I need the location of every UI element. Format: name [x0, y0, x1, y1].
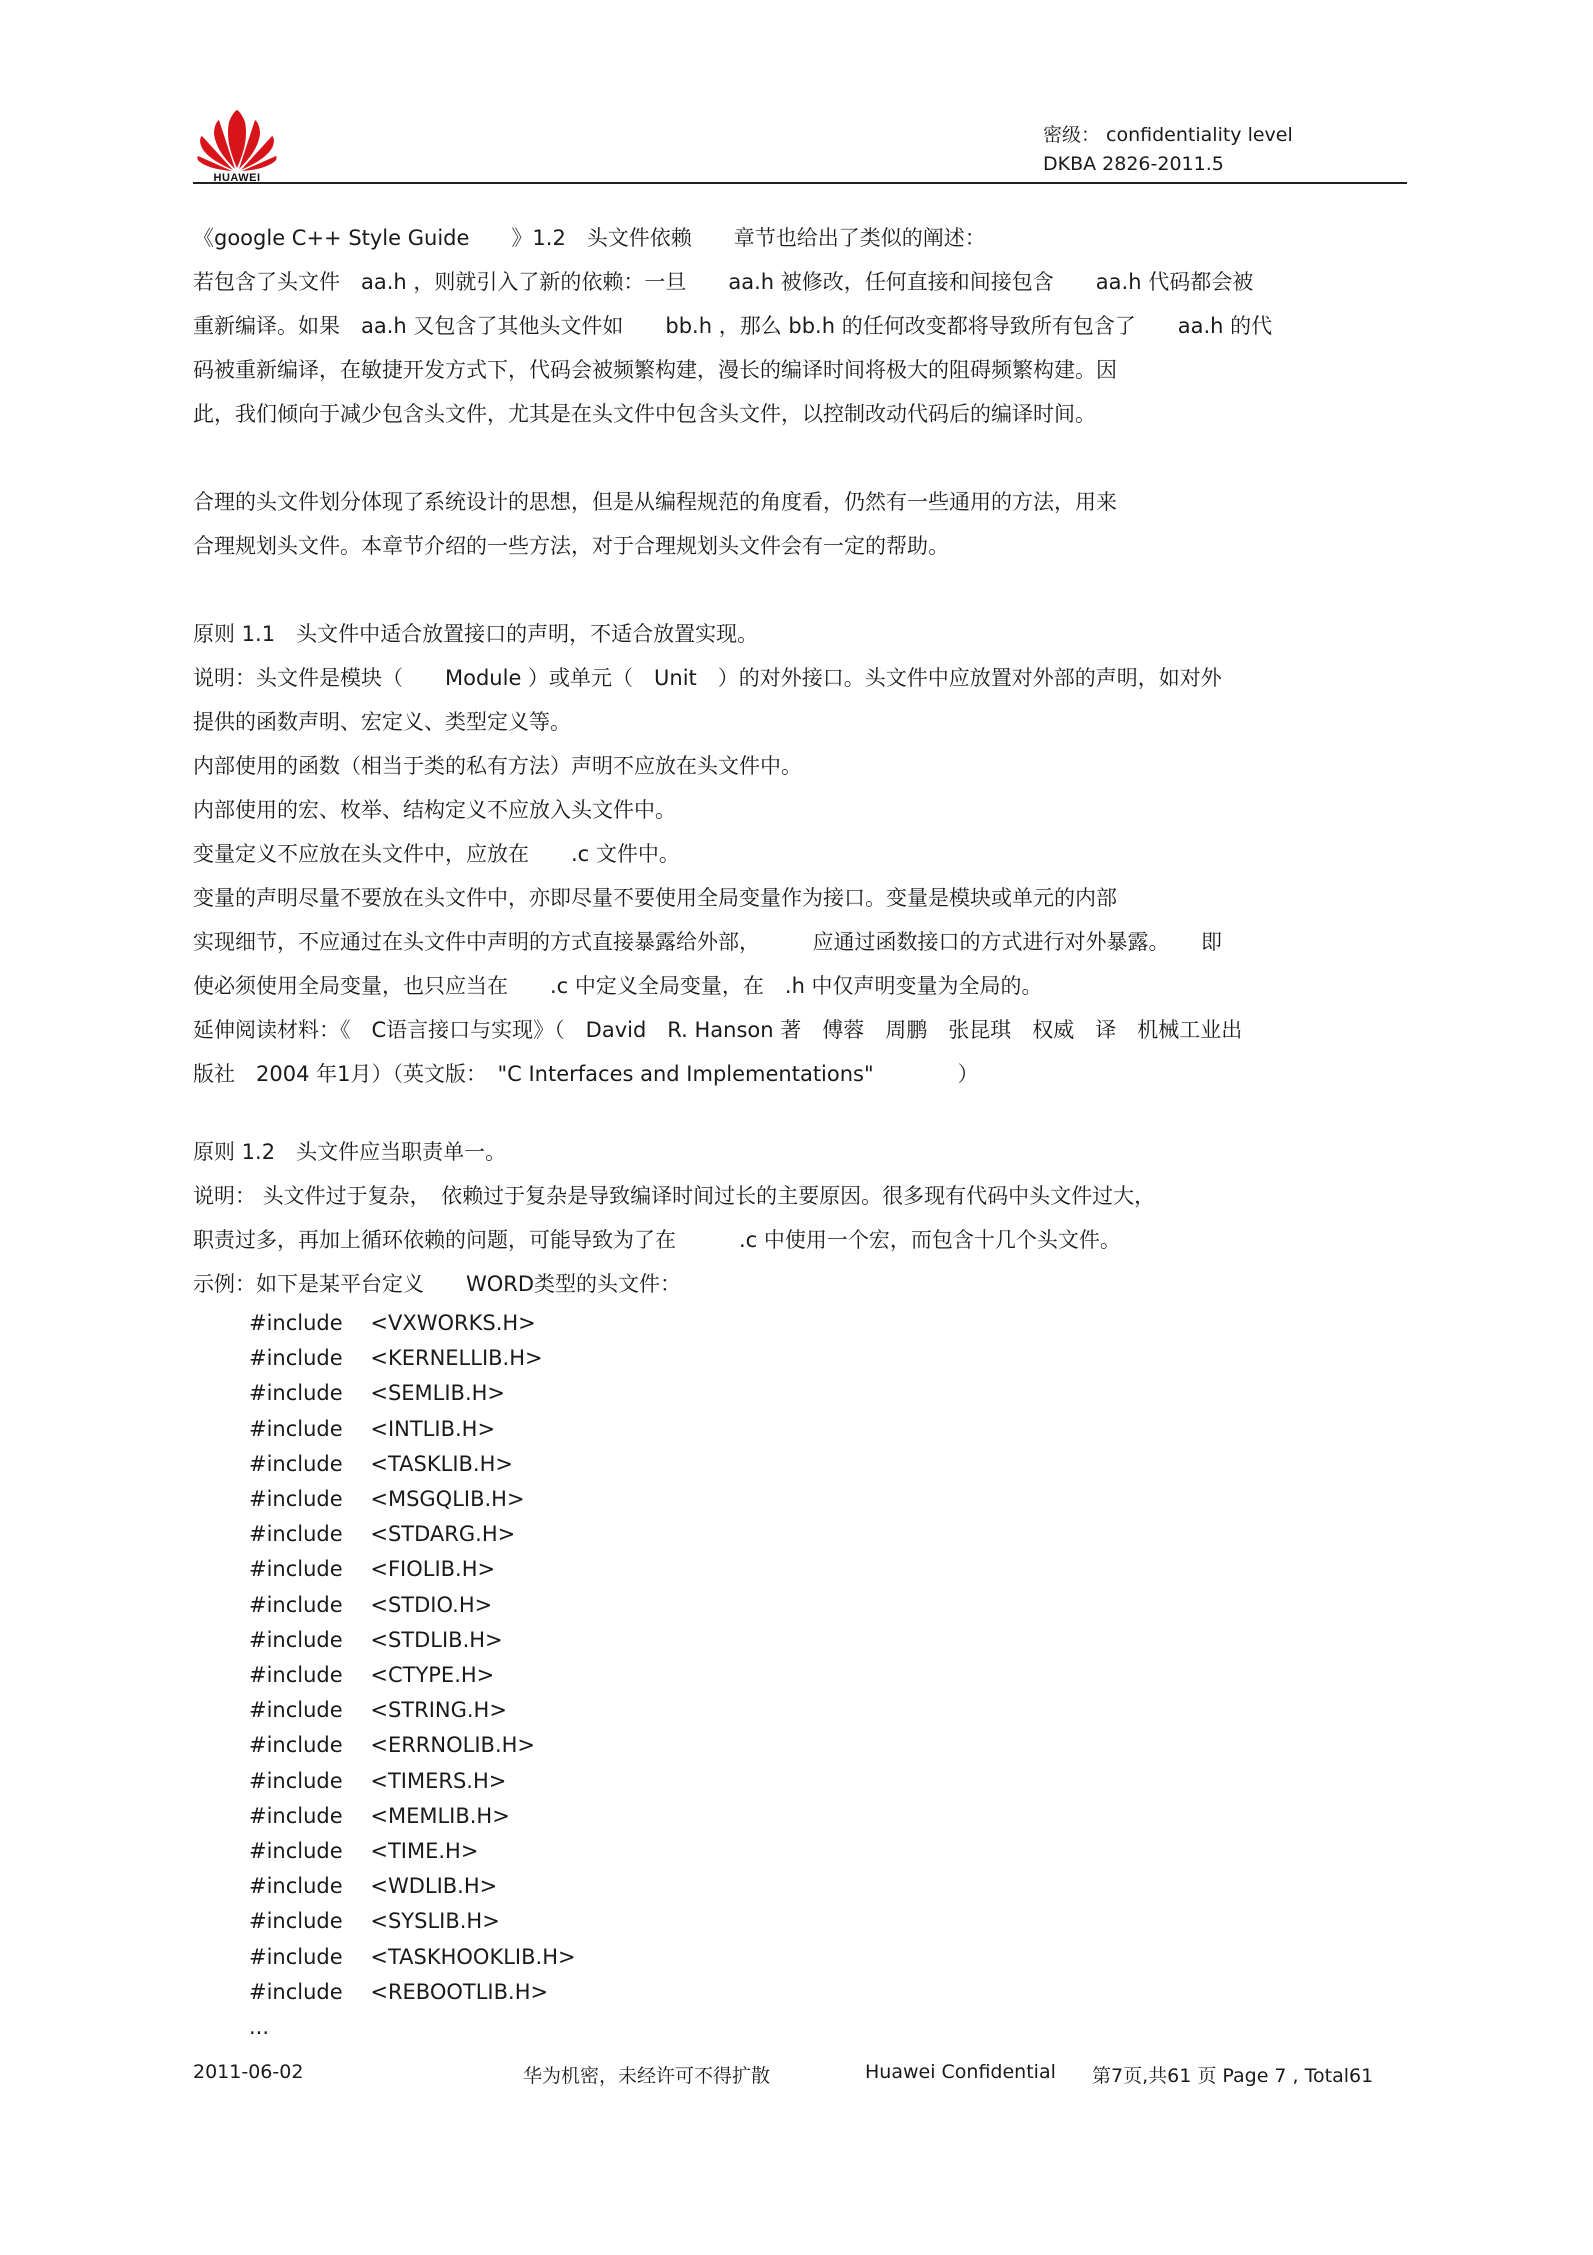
document-id: DKBA 2826-2011.5	[1043, 153, 1224, 175]
paragraph-line: 变量的声明尽量不要放在头文件中，亦即尽量不要使用全局变量作为接口。变量是模块或单元的内部	[193, 886, 1117, 910]
code-line: #include <STDIO.H>	[249, 1592, 493, 1617]
code-line: #include <MSGQLIB.H>	[249, 1487, 525, 1512]
code-line: #include <CTYPE.H>	[249, 1663, 495, 1688]
paragraph-line: 职责过多，再加上循环依赖的问题，可能导致为了在 .c 中使用一个宏，而包含十几个头文件。	[193, 1228, 1121, 1252]
paragraph-line: 重新编译。如果 aa.h 又包含了其他头文件如 bb.h ，那么 bb.h 的任何改变都将导致所有包含了 aa.h 的代	[193, 314, 1273, 338]
paragraph-line: 合理的头文件划分体现了系统设计的思想，但是从编程规范的角度看，仍然有一些通用的方法，用来	[193, 490, 1117, 514]
code-line: #include <KERNELLIB.H>	[249, 1346, 543, 1371]
footer-confidential-en: Huawei Confidential	[865, 2061, 1056, 2083]
paragraph-line: 延伸阅读材料：《 C语言接口与实现》（ David R. Hanson 著 傅蓉 周鹏 张昆琪 权威 译 机械工业出	[193, 1018, 1243, 1042]
code-line: #include <TIMERS.H>	[249, 1768, 507, 1793]
code-line: #include <TASKLIB.H>	[249, 1451, 513, 1476]
code-line: #include <REBOOTLIB.H>	[249, 1979, 549, 2004]
code-line: #include <STRING.H>	[249, 1698, 507, 1723]
paragraph-line: 实现细节，不应通过在头文件中声明的方式直接暴露给外部， 应通过函数接口的方式进行对外暴露。 即	[193, 930, 1222, 954]
code-line: #include <SEMLIB.H>	[249, 1381, 506, 1406]
huawei-logo	[196, 108, 278, 184]
code-line: #include <WDLIB.H>	[249, 1874, 498, 1899]
paragraph-line: 此，我们倾向于减少包含头文件，尤其是在头文件中包含头文件，以控制改动代码后的编译时间。	[193, 402, 1096, 426]
footer-page-number: 第7页,共61 页 Page 7 , Total61	[1092, 2065, 1374, 2087]
code-line: ...	[249, 2015, 270, 2040]
code-line: #include <TASKHOOKLIB.H>	[249, 1944, 576, 1969]
paragraph-line: 合理规划头文件。本章节介绍的一些方法，对于合理规划头文件会有一定的帮助。	[193, 534, 949, 558]
code-line: #include <INTLIB.H>	[249, 1416, 496, 1441]
page-body	[193, 216, 1407, 2045]
paragraph-line: 变量定义不应放在头文件中，应放在 .c 文件中。	[193, 842, 680, 866]
code-line: #include <TIME.H>	[249, 1839, 479, 1864]
code-line: #include <MEMLIB.H>	[249, 1803, 510, 1828]
paragraph-line: 码被重新编译，在敏捷开发方式下，代码会被频繁构建，漫长的编译时间将极大的阻碍频繁构建。因	[193, 358, 1117, 382]
paragraph-gap	[193, 436, 1407, 480]
footer-date: 2011-06-02	[193, 2061, 304, 2083]
paragraph-line: 若包含了头文件 aa.h ，则就引入了新的依赖：一旦 aa.h 被修改，任何直接和间接包含 aa.h 代码都会被	[193, 270, 1254, 294]
confidentiality-level: 密级： confidentiality level	[1043, 124, 1293, 146]
paragraph-line: 版社 2004 年1月）（英文版： "C Interfaces and Implementations" ）	[193, 1062, 979, 1086]
paragraph-line: 示例：如下是某平台定义 WORD类型的头文件：	[193, 1272, 682, 1296]
header-divider	[193, 182, 1407, 184]
paragraph-gap	[193, 568, 1407, 612]
code-line: #include <FIOLIB.H>	[249, 1557, 496, 1582]
principle-heading: 原则 1.1 头文件中适合放置接口的声明，不适合放置实现。	[193, 622, 759, 646]
code-line: #include <SYSLIB.H>	[249, 1909, 500, 1934]
code-line: #include <STDLIB.H>	[249, 1627, 503, 1652]
paragraph-line: 说明：头文件是模块（ Module ）或单元（ Unit ）的对外接口。头文件中应放置对外部的声明，如对外	[193, 666, 1222, 690]
paragraph-line: 使必须使用全局变量，也只应当在 .c 中定义全局变量，在 .h 中仅声明变量为全局的。	[193, 974, 1043, 998]
code-line: #include <VXWORKS.H>	[249, 1311, 536, 1335]
paragraph-line: 提供的函数声明、宏定义、类型定义等。	[193, 710, 571, 734]
principle-heading: 原则 1.2 头文件应当职责单一。	[193, 1140, 507, 1164]
paragraph-line: 内部使用的宏、枚举、结构定义不应放入头文件中。	[193, 798, 676, 822]
logo-text: HUAWEI	[213, 172, 261, 184]
footer-confidential-cn: 华为机密，未经许可不得扩散	[523, 2065, 771, 2087]
paragraph-gap	[193, 1096, 1407, 1130]
code-line: #include <ERRNOLIB.H>	[249, 1733, 536, 1758]
huawei-petals-icon	[196, 108, 278, 174]
paragraph-line: 说明： 头文件过于复杂， 依赖过于复杂是导致编译时间过长的主要原因。很多现有代码中头文件过大，	[193, 1184, 1156, 1208]
code-example	[193, 1306, 1407, 2045]
paragraph-line: 《google C++ Style Guide 》1.2 头文件依赖 章节也给出了类似的阐述：	[193, 226, 986, 250]
code-line: #include <STDARG.H>	[249, 1522, 516, 1547]
paragraph-line: 内部使用的函数（相当于类的私有方法）声明不应放在头文件中。	[193, 754, 802, 778]
